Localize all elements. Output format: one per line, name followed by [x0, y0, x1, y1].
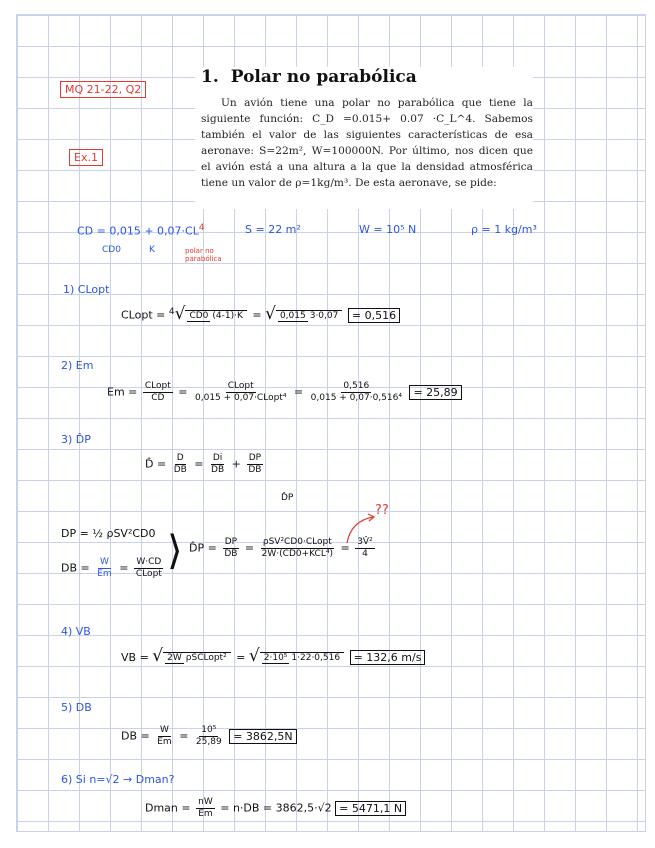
example-tag: Ex.1: [69, 149, 103, 166]
brace: ⟩: [167, 528, 183, 574]
problem-text: Un avión tiene una polar no parabólica que tiene la siguiente función: C_D =0.015+ 0.07 ·C_L^4. Sabemos también el valor de las siguientes características de esa aeronave: S=22m², W=100000N. Por último, nos dicen que el avión está a una altura a la que la densidad atmosférica tiene un valor de ρ=1kg/m³. De esta aeronave, se pide:: [201, 97, 533, 189]
step4-equation: VB = √ 2W ρSCLopt² = √ 2·10⁵ 1·22·0,516 = 132,6 m/s: [121, 651, 425, 664]
cd-expression: CD = 0,015 + 0,07·CL: [77, 224, 199, 238]
weight-value: W = 10⁵ N: [359, 223, 417, 236]
surface-value: S = 22 m²: [245, 223, 301, 236]
problem-title: Polar no parabólica: [230, 67, 417, 87]
dp-hat-equation: D̂P = $\frac{DP}{DB}$ = $\frac{\text{ρSV²CD0·CLopt}}{\text{2W·(CD0+KCL⁴)}}$ = $\frac{\text{3V̂²}}{4}$: [189, 537, 373, 559]
step1-result: = 0,516: [348, 308, 400, 323]
k-label: K: [149, 245, 155, 255]
cd-exponent: 4: [198, 223, 205, 233]
problem-heading: [201, 67, 533, 87]
step5-label: 5) DB: [61, 701, 92, 714]
cd0-label: CD0: [102, 245, 121, 255]
step3-label: 3) D̂P: [61, 433, 91, 446]
step6-result: = 5471,1 N: [335, 801, 406, 816]
step3-equation: D̂ = $\frac{D}{DB}$ = $\frac{Di}{DB}$ + $\frac{DP}{DB}$: [145, 453, 262, 475]
step5-equation: DB = $\frac{W}{Em}$ = $\frac{\text{10⁵}}{25,89}$ = 3862,5N: [121, 725, 297, 748]
step6-label: 6) Si n=√2 → Dman?: [61, 773, 175, 786]
step1-label: 1) CLopt: [63, 283, 110, 296]
step2-label: 2) Em: [61, 359, 94, 372]
step5-result: = 3862,5N: [229, 729, 296, 744]
cd-equation: [77, 223, 205, 238]
step4-label: 4) VB: [61, 625, 91, 638]
problem-number: 1.: [201, 67, 219, 87]
step6-equation: Dman = $\frac{nW}{Em}$ = n·DB = 3862,5·√2 = 5471,1 N: [145, 797, 406, 820]
step1-equation: CLopt = $^4$√ CD0 (4-1)·K = √ 0,015 3·0,07 = 0,516: [121, 307, 400, 322]
step4-result: = 132,6 m/s: [350, 650, 426, 665]
grid-paper: [16, 14, 646, 832]
root-sign: √: [174, 303, 186, 324]
density-value: ρ = 1 kg/m³: [471, 223, 537, 236]
dp-hat-underbrace: D̂P: [281, 493, 294, 503]
problem-statement: [195, 67, 533, 209]
db-definition: DB = $\frac{W}{Em}$ = $\frac{W\cdot CD}{\text{CLopt}}$: [61, 557, 162, 579]
source-tag: MQ 21-22, Q2: [60, 81, 146, 98]
question-arrow: [343, 513, 379, 547]
step2-result: = 25,89: [409, 385, 461, 400]
non-parabolic-note: polar no parabólica: [185, 247, 222, 263]
root-index: 4: [168, 307, 175, 317]
question-marks: ??: [375, 503, 389, 518]
step2-equation: Em = $\frac{\text{CLopt}}{CD}$ = $\frac{\text{CLopt}}{\text{0,015 + 0,07·CLopt⁴}}$ = $\frac{0,516}{\text{0,015 + 0,07·0,516⁴}}$ = 25,89: [107, 381, 462, 404]
dp-definition: DP = ½ ρSV²CD0: [61, 527, 156, 540]
